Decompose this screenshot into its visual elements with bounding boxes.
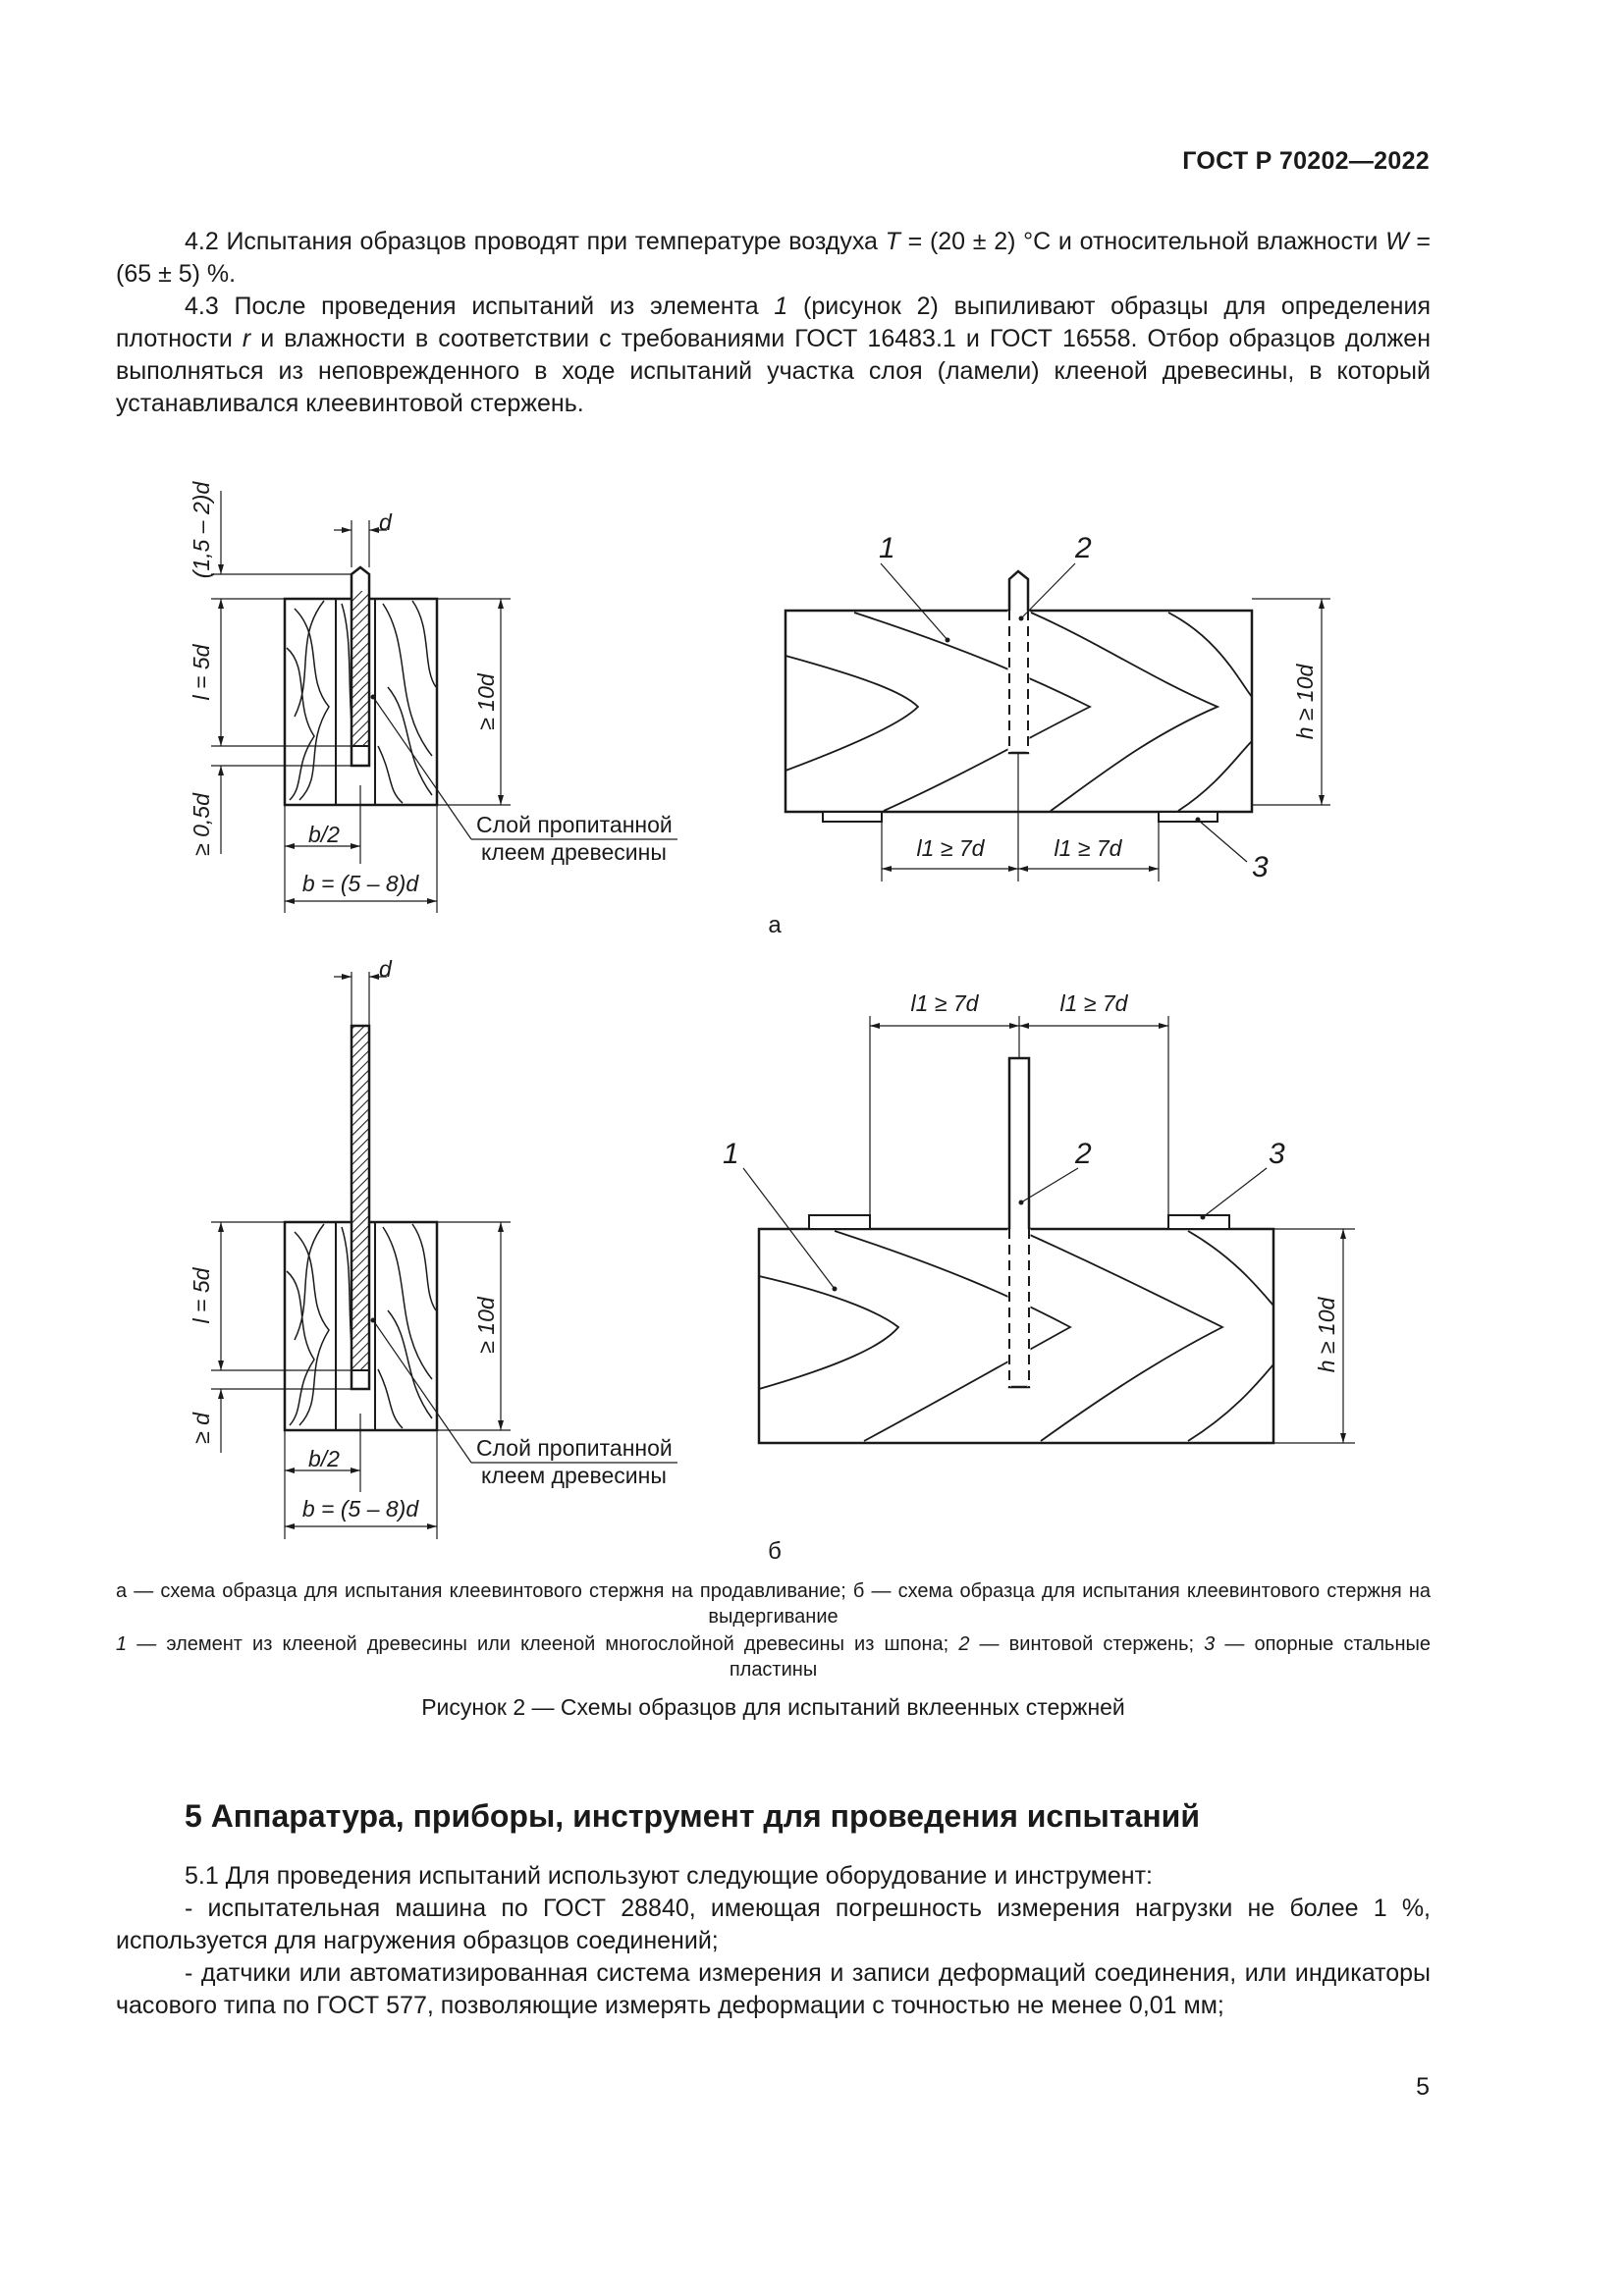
dim-label-15-2d: (1,5 – 2)d: [189, 481, 214, 579]
dim-label-geq-d: ≥ d: [189, 1413, 214, 1444]
paragraph-4-3: 4.3 После проведения испытаний из элемента 1 (рисунок 2) выпиливают образцы для определения плотности r и влажности в соответствии с требованиями ГОСТ 16483.1 и ГОСТ 16558. Отбор образцов должен выполняться из неповрежденного в ходе испытаний участка слоя (ламели) клееной древесины, в который устанавливался клеевинтовой стержень.: [116, 293, 1431, 417]
layer-label-b-line2: клеем древесины: [481, 1463, 667, 1488]
dim-label-10d: ≥ 10d: [473, 673, 499, 730]
dim-label-05d: ≥ 0,5d: [189, 793, 214, 856]
dim-label-b58-b: b = (5 – 8)d: [301, 1496, 419, 1522]
paragraph-5-1-item-2: - датчики или автоматизированная система измерения и записи деформаций соединения, или индикаторы часового типа по ГОСТ 577, позволяющие измерять деформации с точностью не менее 0,01 мм;: [116, 1959, 1431, 2019]
figure-a-side-view: [785, 563, 1330, 881]
callout-3-a: 3: [1252, 851, 1269, 883]
layer-label-line1: Слой пропитанной: [476, 812, 673, 837]
paragraph-4-2: 4.2 Испытания образцов проводят при температуре воздуха T = (20 ± 2) °С и относительной влажности W = (65 ± 5) %.: [116, 228, 1431, 288]
dim-label-l1-a-left: l1 ≥ 7d: [916, 835, 985, 861]
callout-3-b: 3: [1269, 1138, 1285, 1170]
dim-label-l1-a-right: l1 ≥ 7d: [1054, 835, 1122, 861]
section-heading: 5 Аппаратура, приборы, инструмент для проведения испытаний: [185, 1798, 1201, 1834]
paragraph-5-1-item-1: - испытательная машина по ГОСТ 28840, имеющая погрешность измерения нагрузки не более 1 %, используется для нагружения образцов соединений;: [116, 1895, 1431, 1954]
subfigure-label-a: а: [768, 912, 782, 938]
dim-label-l5d-b: l = 5d: [189, 1267, 214, 1324]
section-5-body: [116, 1860, 1431, 2022]
dim-label-h10d-b: h ≥ 10d: [1314, 1297, 1339, 1373]
layer-label-line2: клеем древесины: [481, 839, 667, 865]
dim-label-l5d: l = 5d: [189, 644, 214, 701]
dim-label-d-b: d: [379, 956, 392, 982]
dim-label-b2: b/2: [308, 822, 340, 847]
callout-1-b: 1: [723, 1138, 739, 1170]
dim-label-l1-b-right: l1 ≥ 7d: [1059, 990, 1128, 1016]
dim-label-b2-b: b/2: [308, 1446, 340, 1471]
dim-label-h10d-a: h ≥ 10d: [1292, 664, 1318, 740]
figure-2: [0, 432, 1624, 1565]
paragraph-5-1: 5.1 Для проведения испытаний используют следующие оборудование и инструмент:: [185, 1862, 1153, 1890]
dim-label-d: d: [379, 509, 392, 535]
callout-1-a: 1: [879, 532, 895, 564]
subfigure-label-b: б: [768, 1538, 782, 1565]
dim-label-l1-b-left: l1 ≥ 7d: [910, 990, 979, 1016]
callout-2-a: 2: [1075, 532, 1092, 564]
figure-title: Рисунок 2 — Схемы образцов для испытаний вклеенных стержней: [421, 1694, 1125, 1720]
dim-label-10d-b: ≥ 10d: [473, 1297, 499, 1354]
page-number: 5: [1416, 2073, 1430, 2101]
document-code-header: ГОСТ Р 70202—2022: [1182, 147, 1430, 175]
callout-2-b: 2: [1075, 1138, 1092, 1170]
dim-label-b58: b = (5 – 8)d: [301, 871, 419, 896]
figure-b-side-view: [743, 1016, 1355, 1443]
layer-label-b-line1: Слой пропитанной: [476, 1435, 673, 1461]
figure-caption-legend: а — схема образца для испытания клеевинтового стержня на продавливание; б — схема образца для испытания клеевинтового стержня на выдергивание 1 — элемент из клееной древесины или клееной многослойной древесины из шпона; 2 — винтовой стержень; 3 — опорные стальные пластины: [116, 1580, 1432, 1681]
